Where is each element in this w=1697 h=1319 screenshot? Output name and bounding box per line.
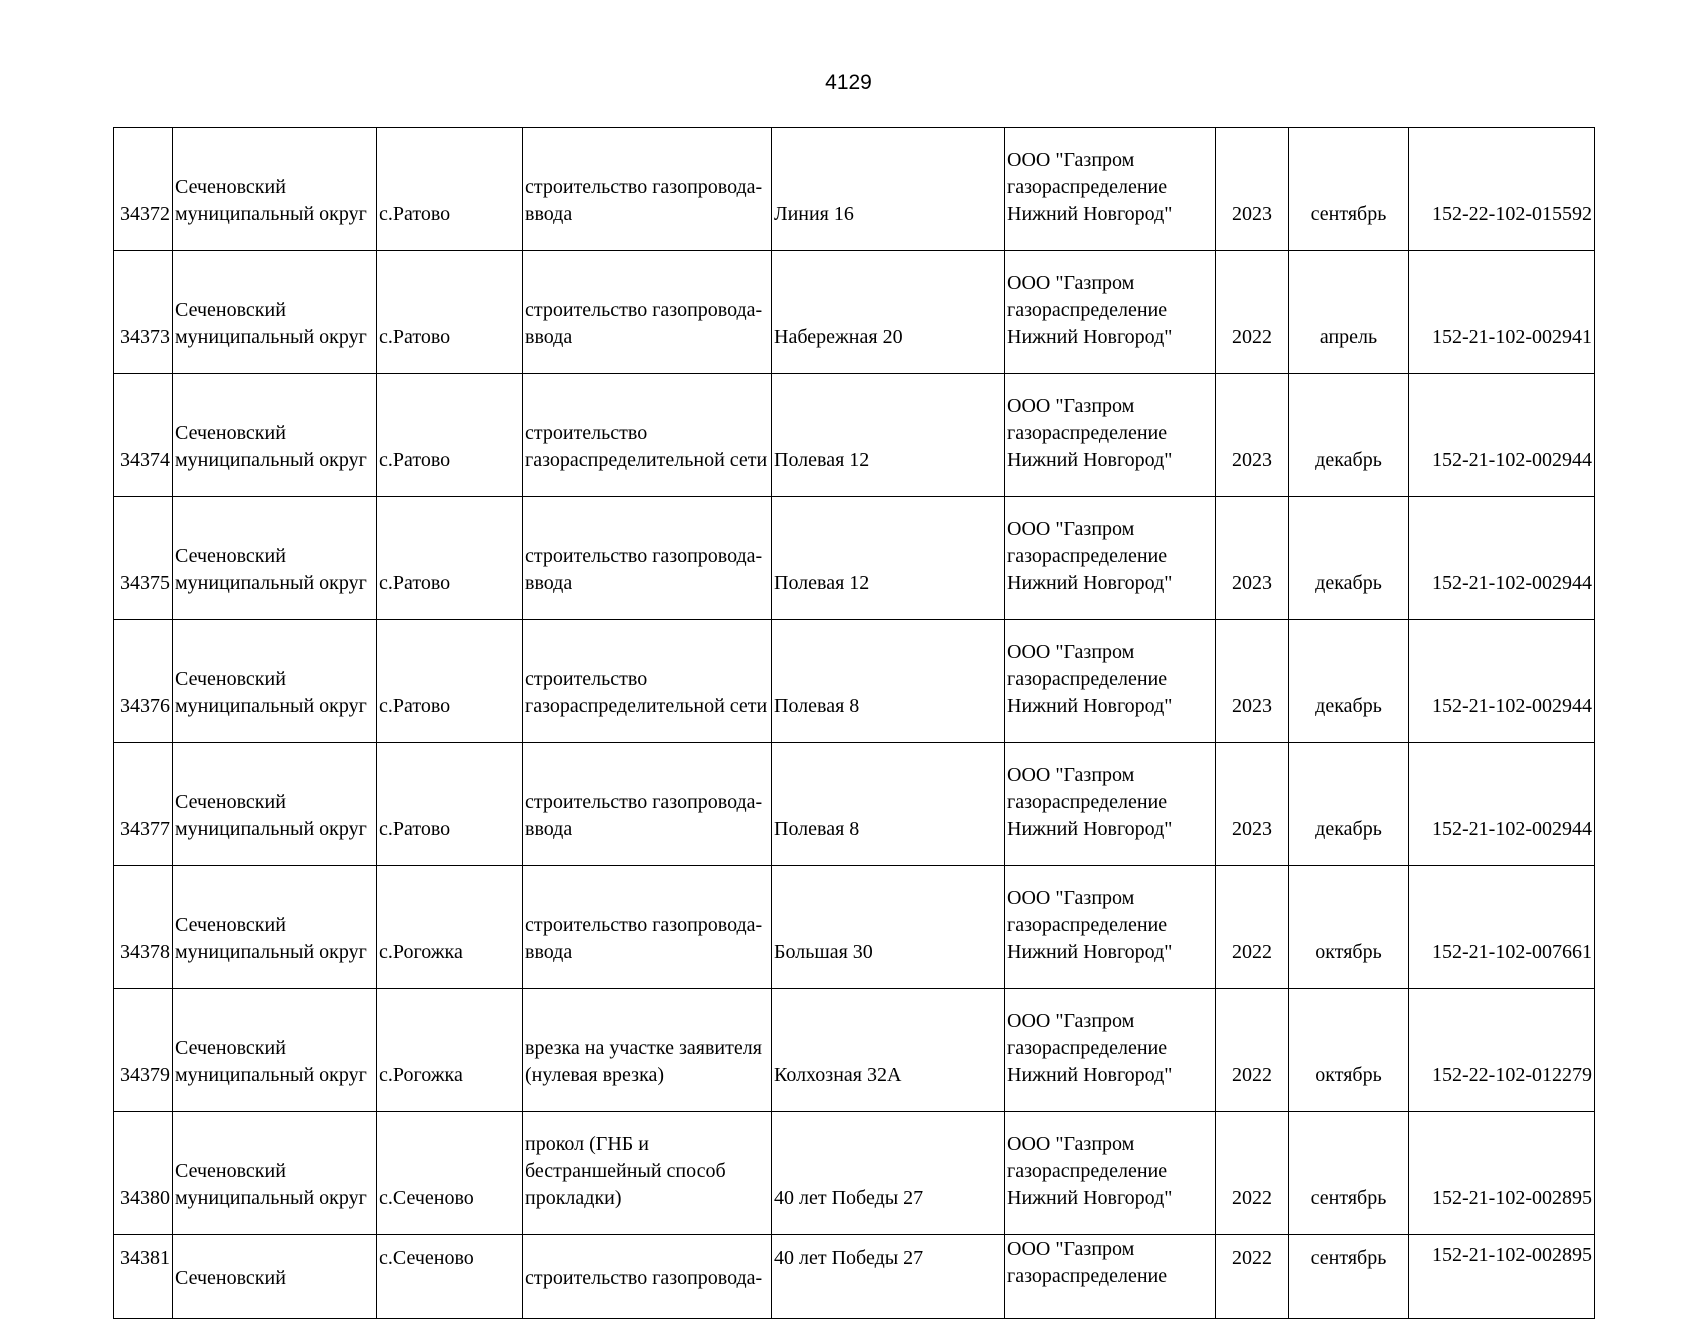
row-number: 34380 (114, 1112, 173, 1235)
address-cell: Большая 30 (772, 866, 1005, 989)
settlement-cell: с.Ратово (377, 497, 523, 620)
district-cell: Сеченовский муниципальный округ (173, 1112, 377, 1235)
district-cell: Сеченовский муниципальный округ (173, 251, 377, 374)
work-type-cell: строительство газопровода- ввода (523, 866, 772, 989)
table-row (114, 743, 1595, 866)
month-cell: декабрь (1289, 497, 1409, 620)
work-type-cell: строительство газораспределительной сети (523, 620, 772, 743)
district-cell: Сеченовский муниципальный округ (173, 620, 377, 743)
year-cell: 2023 (1216, 743, 1289, 866)
year-cell: 2023 (1216, 497, 1289, 620)
year-cell: 2023 (1216, 128, 1289, 251)
code-cell: 152-21-102-002944 (1409, 620, 1595, 743)
address-cell: 40 лет Победы 27 (772, 1112, 1005, 1235)
code-cell: 152-21-102-002895 (1409, 1235, 1595, 1319)
month-cell: сентябрь (1289, 128, 1409, 251)
table-row (114, 1112, 1595, 1235)
address-cell: Полевая 8 (772, 743, 1005, 866)
settlement-cell: с.Сеченово (377, 1235, 523, 1319)
settlement-cell: с.Ратово (377, 251, 523, 374)
year-cell: 2023 (1216, 374, 1289, 497)
month-cell: октябрь (1289, 989, 1409, 1112)
month-cell: октябрь (1289, 866, 1409, 989)
year-cell: 2022 (1216, 989, 1289, 1112)
row-number: 34378 (114, 866, 173, 989)
gas-works-table (113, 127, 1595, 1319)
district-cell: Сеченовский муниципальный округ (173, 866, 377, 989)
district-cell: Сеченовский муниципальный округ (173, 374, 377, 497)
settlement-cell: с.Ратово (377, 374, 523, 497)
district-cell: Сеченовский (173, 1235, 377, 1319)
month-cell: апрель (1289, 251, 1409, 374)
organization-cell: ООО "Газпром газораспределение Нижний Новгород" (1005, 989, 1216, 1112)
page-number: 4129 (825, 71, 872, 94)
table-row (114, 866, 1595, 989)
row-number: 34379 (114, 989, 173, 1112)
code-cell: 152-21-102-002944 (1409, 497, 1595, 620)
district-cell: Сеченовский муниципальный округ (173, 497, 377, 620)
year-cell: 2022 (1216, 1112, 1289, 1235)
table-row (114, 374, 1595, 497)
work-type-cell: строительство газопровода- (523, 1235, 772, 1319)
work-type-cell: строительство газопровода- ввода (523, 497, 772, 620)
organization-cell: ООО "Газпром газораспределение Нижний Новгород" (1005, 497, 1216, 620)
year-cell: 2022 (1216, 866, 1289, 989)
work-type-cell: врезка на участке заявителя (нулевая врезка) (523, 989, 772, 1112)
organization-cell: ООО "Газпром газораспределение Нижний Новгород" (1005, 1112, 1216, 1235)
work-type-cell: прокол (ГНБ и бестраншейный способ прокладки) (523, 1112, 772, 1235)
settlement-cell: с.Ратово (377, 620, 523, 743)
row-number: 34373 (114, 251, 173, 374)
year-cell: 2022 (1216, 251, 1289, 374)
work-type-cell: строительство газопровода- ввода (523, 128, 772, 251)
address-cell: Полевая 12 (772, 374, 1005, 497)
address-cell: Полевая 8 (772, 620, 1005, 743)
table-row (114, 620, 1595, 743)
organization-cell: ООО "Газпром газораспределение Нижний Новгород" (1005, 374, 1216, 497)
code-cell: 152-21-102-002895 (1409, 1112, 1595, 1235)
table-row (114, 251, 1595, 374)
code-cell: 152-21-102-002941 (1409, 251, 1595, 374)
row-number: 34374 (114, 374, 173, 497)
work-type-cell: строительство газопровода- ввода (523, 743, 772, 866)
row-number: 34375 (114, 497, 173, 620)
address-cell: Полевая 12 (772, 497, 1005, 620)
row-number: 34376 (114, 620, 173, 743)
settlement-cell: с.Рогожка (377, 989, 523, 1112)
organization-cell: ООО "Газпром газораспределение Нижний Новгород" (1005, 743, 1216, 866)
table-row (114, 1235, 1595, 1319)
settlement-cell: с.Ратово (377, 128, 523, 251)
address-cell: Колхозная 32А (772, 989, 1005, 1112)
organization-cell: ООО "Газпром газораспределение Нижний Новгород" (1005, 251, 1216, 374)
district-cell: Сеченовский муниципальный округ (173, 989, 377, 1112)
organization-cell: ООО "Газпром газораспределение (1005, 1235, 1216, 1319)
organization-cell: ООО "Газпром газораспределение Нижний Новгород" (1005, 866, 1216, 989)
district-cell: Сеченовский муниципальный округ (173, 743, 377, 866)
organization-cell: ООО "Газпром газораспределение Нижний Новгород" (1005, 128, 1216, 251)
district-cell: Сеченовский муниципальный округ (173, 128, 377, 251)
year-cell: 2023 (1216, 620, 1289, 743)
code-cell: 152-21-102-007661 (1409, 866, 1595, 989)
year-cell: 2022 (1216, 1235, 1289, 1319)
work-type-cell: строительство газораспределительной сети (523, 374, 772, 497)
code-cell: 152-22-102-015592 (1409, 128, 1595, 251)
row-number: 34372 (114, 128, 173, 251)
month-cell: декабрь (1289, 620, 1409, 743)
settlement-cell: с.Рогожка (377, 866, 523, 989)
row-number: 34381 (114, 1235, 173, 1319)
address-cell: Набережная 20 (772, 251, 1005, 374)
table-row (114, 128, 1595, 251)
month-cell: сентябрь (1289, 1235, 1409, 1319)
table-row (114, 989, 1595, 1112)
month-cell: декабрь (1289, 374, 1409, 497)
row-number: 34377 (114, 743, 173, 866)
organization-cell: ООО "Газпром газораспределение Нижний Новгород" (1005, 620, 1216, 743)
address-cell: 40 лет Победы 27 (772, 1235, 1005, 1319)
month-cell: сентябрь (1289, 1112, 1409, 1235)
month-cell: декабрь (1289, 743, 1409, 866)
work-type-cell: строительство газопровода- ввода (523, 251, 772, 374)
code-cell: 152-21-102-002944 (1409, 374, 1595, 497)
settlement-cell: с.Сеченово (377, 1112, 523, 1235)
code-cell: 152-21-102-002944 (1409, 743, 1595, 866)
settlement-cell: с.Ратово (377, 743, 523, 866)
address-cell: Линия 16 (772, 128, 1005, 251)
code-cell: 152-22-102-012279 (1409, 989, 1595, 1112)
table-row (114, 497, 1595, 620)
